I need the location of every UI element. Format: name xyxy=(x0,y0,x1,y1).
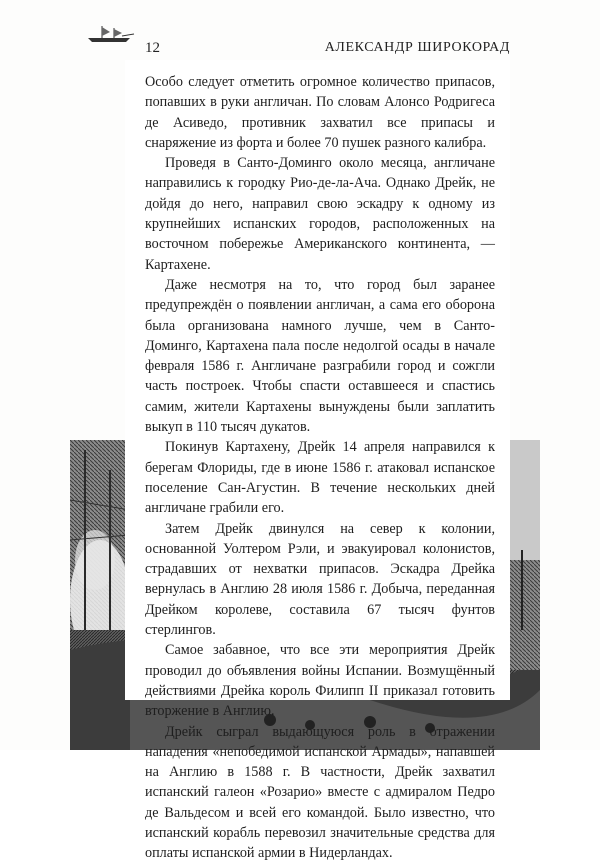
paragraph: Проведя в Санто-Доминго около месяца, англичане направились к городку Рио-де-ла-Ача. Однако Дрейк, не дойдя до него, направил свою эскадру к одному из крупнейших испанских городов, расположенных на восточном побережье Американского континента, — Картахене. xyxy=(145,155,495,273)
paragraph: Затем Дрейк двинулся на север к колонии, основанной Уолтером Рэли, и эвакуировал колонистов, страдавших от нехватки припасов. Эскадра Дрейка вернулась в Англию 28 июля 1586 г. Добыча, переданная Дрейком королеве, составила 67 тысяч фунтов стерлингов. xyxy=(145,520,495,639)
paragraph: Дрейк сыграл выдающуюся роль в отражении нападения «непобедимой испанской Армады», напавшей на Англию в 1588 г. В частности, Дрейк захватил испанский галеон «Розарио» вместе с адмиралом Педро де Вальдесом и всей его командой. Было известно, что испанский корабль перевозил значительные средства для оплаты испанской армии в Нидерландах. xyxy=(145,723,495,862)
running-head: АЛЕКСАНДР ШИРОКОРАД xyxy=(324,40,510,55)
paragraph: Покинув Картахену, Дрейк 14 апреля направился к берегам Флориды, где в июне 1586 г. атаковал испанское поселение Сан-Агустин. В течение нескольких дней англичане грабили его. xyxy=(145,439,495,517)
paragraph: Особо следует отметить огромное количество припасов, попавших в руки англичан. По словам Алонсо Родригеса де Асиведо, противник захватил все припасы и снаряжение из форта и более 70 пушек разного калибра. xyxy=(145,74,495,151)
paragraph: Даже несмотря на то, что город был заранее предупреждён о появлении англичан, а сама его оборона была организована намного лучше, чем в Санто-Доминго, Картахена пала после недолгой осады в начале февраля 1586 г. Англичане разграбили город и сожгли часть построек. Чтобы спасти оставшееся и спастись самим, жители Картахены вынуждены были заплатить выкуп в 110 тысяч дукатов. xyxy=(145,276,495,436)
body-text xyxy=(145,72,495,864)
paragraph: Самое забавное, что все эти мероприятия Дрейк проводил до объявления войны Испании. Возмущённый действиями Дрейка король Филипп II приказал готовить вторжение в Англию. xyxy=(145,642,495,720)
page-number: 12 xyxy=(145,40,160,56)
sailing-ship-icon xyxy=(86,24,136,44)
